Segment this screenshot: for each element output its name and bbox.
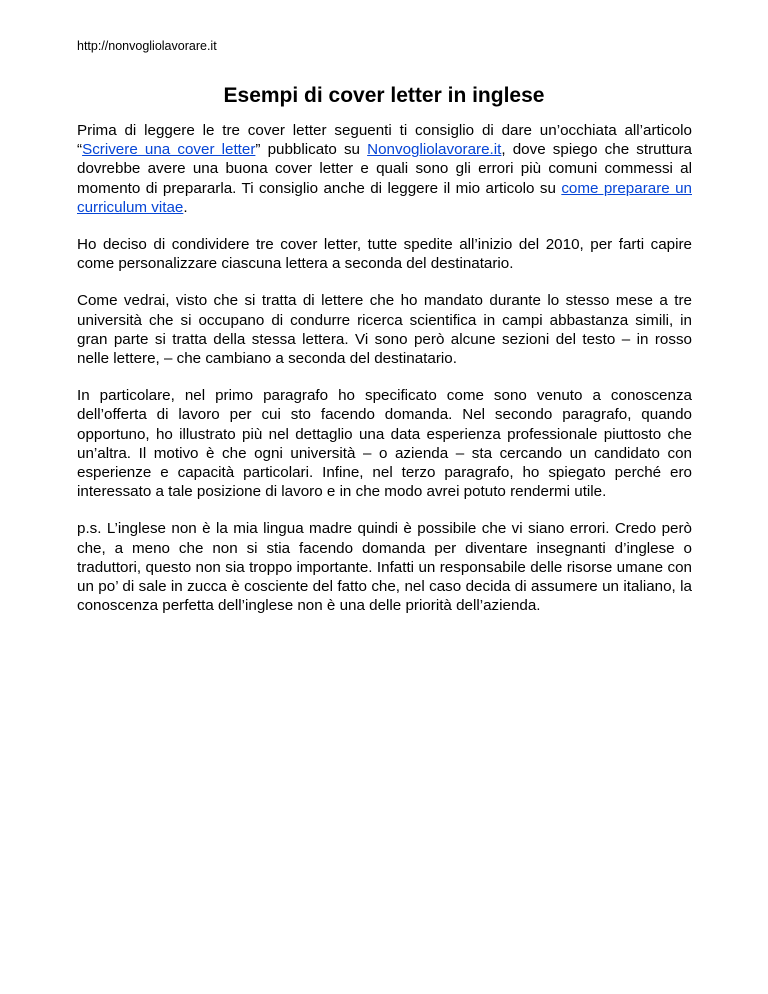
link-scrivere-cover-letter[interactable]: Scrivere una cover letter [82,141,256,159]
paragraph-ps: p.s. L’inglese non è la mia lingua madre quindi è possibile che vi siano errori. Credo però che, a meno che non si stia facendo domanda per diventare insegnanti d’inglese o traduttori, questo non sia troppo importante. Infatti un responsabile delle risorse umane con un po’ di sale in zucca è cosciente del fatto che, nel caso decida di assumere un italiano, la conoscenza perfetta dell’inglese non è una delle priorità dell’azienda. [77,520,692,615]
paragraph-2: Ho deciso di condividere tre cover letter, tutte spedite all’inizio del 2010, per farti capire come personalizzare ciascuna lettera a seconda del destinatario. [77,236,692,273]
paragraph-intro-text-2: ” pubblicato su [255,141,368,159]
link-curriculum-vitae[interactable]: come preparare un curriculum vitae [77,179,692,216]
paragraph-intro-text-1: Prima di leggere le tre cover letter seguenti ti consiglio di dare un’occhiata all’articolo “ [77,122,692,159]
document-body [77,121,692,633]
document-title: Esempi di cover letter in inglese [223,84,545,107]
paragraph-intro [77,121,692,217]
paragraph-3: Come vedrai, visto che si tratta di lettere che ho mandato durante lo stesso mese a tre università che si occupano di condurre ricerca scientifica in campi abbastanza simili, in gran parte si tratta della stessa lettera. Vi sono però alcune sezioni del testo – in rosso nelle lettere, – che cambiano a seconda del destinatario. [77,292,692,368]
paragraph-intro-text-3: , dove spiego che struttura dovrebbe avere una buona cover letter e quali sono gli errori più comuni commessi al momento di prepararla. Ti consiglio anche di leggere il mio articolo su [77,141,692,197]
paragraph-intro-text-4: . [183,198,188,216]
paragraph-4: In particolare, nel primo paragrafo ho specificato come sono venuto a conoscenza dell’offerta di lavoro per cui sto facendo domanda. Nel secondo paragrafo, quando opportuno, ho illustrato più nel dettaglio una data esperienza professionale piuttosto che un’altra. Il motivo è che ogni università – o azienda – sta cercando un candidato con esperienze e capacità particolari. Infine, nel terzo paragrafo, ho spiegato perché ero interessato a tale posizione di lavoro e in che modo avrei potuto rendermi utile. [77,387,692,501]
link-nonvogliolavorare[interactable]: Nonvogliolavorare.it [367,141,502,159]
header-url: http://nonvogliolavorare.it [77,39,217,53]
